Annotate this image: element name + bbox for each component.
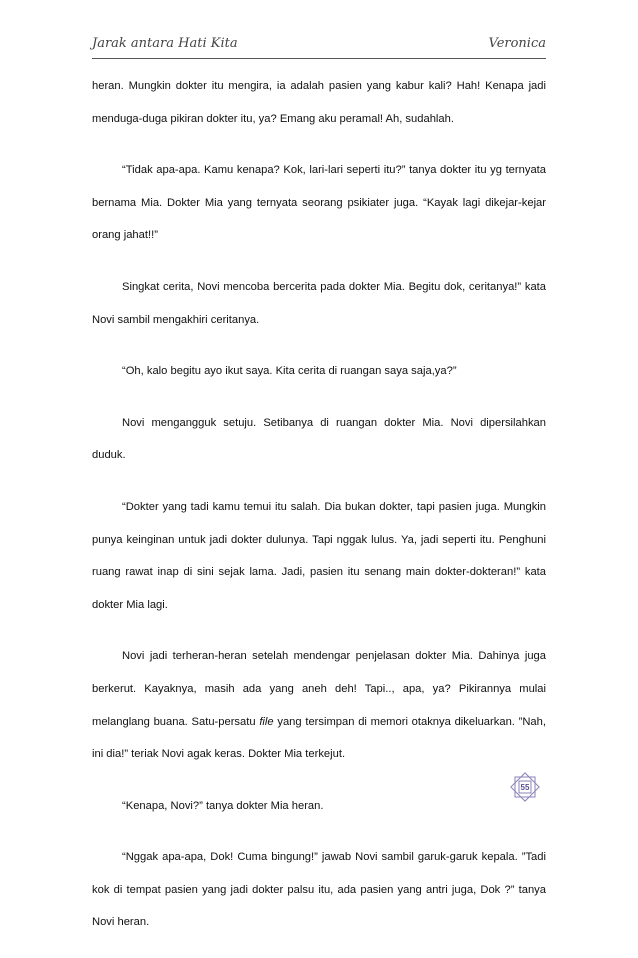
author-name: Veronica [488,36,546,51]
book-title: Jarak antara Hati Kita [92,36,238,51]
page-number: 55 [520,782,530,792]
paragraph: “Nggak apa-apa, Dok! Cuma bingung!” jawab Novi sambil garuk-garuk kepala. ”Tadi kok di tempat pasien yang jadi dokter palsu itu, ada pasien yang antri juga, Dok ?” tanya Novi heran. [92,851,546,929]
paragraph: heran. Mungkin dokter itu mengira, ia adalah pasien yang kabur kali? Hah! Kenapa jadi menduga-duga pikiran dokter itu, ya? Emang aku peramal! Ah, sudahlah. [92,80,546,125]
paragraph-text: Novi jadi terheran-heran setelah mendengar penjelasan dokter Mia. Dahinya juga berkerut. Kayaknya, masih ada yang aneh deh! Tapi.., apa, ya? Pikirannya mulai melanglang buana. Satu-persatu [92,650,546,728]
paragraph-text: yang tersimpan di memori otaknya dikeluarkan. ”Nah, ini dia!” teriak Novi agak keras. Dokter Mia terkejut. [92,715,546,761]
paragraph: “Tidak apa-apa. Kamu kenapa? Kok, lari-lari seperti itu?” tanya dokter itu yg ternyata bernama Mia. Dokter Mia yang ternyata seorang psikiater juga. “Kayak lagi dikejar-kejar orang jahat!!” [92,164,546,242]
page-number-badge [508,770,542,804]
paragraph: “Kenapa, Novi?” tanya dokter Mia heran. [122,799,324,812]
paragraph: Novi mengangguk setuju. Setibanya di ruangan dokter Mia. Novi dipersilahkan duduk. [92,416,546,462]
running-header [92,36,546,51]
paragraph: Singkat cerita, Novi mencoba bercerita pada dokter Mia. Begitu dok, ceritanya!” kata Novi sambil mengakhiri ceritanya. [92,280,546,326]
emphasized-word: file [259,715,274,728]
paragraph: “Dokter yang tadi kamu temui itu salah. Dia bukan dokter, tapi pasien juga. Mungkin punya keinginan untuk jadi dokter dulunya. Tapi nggak lulus. Ya, jadi seperti itu. Penghuni ruang rawat inap di sini sejak lama. Jadi, pasien itu senang main dokter-dokteran!” kata dokter Mia lagi. [92,500,546,611]
header-divider [92,58,546,59]
body-text [92,70,546,958]
paragraph [92,640,546,770]
paragraph: “Oh, kalo begitu ayo ikut saya. Kita cerita di ruangan saya saja,ya?” [122,365,457,378]
